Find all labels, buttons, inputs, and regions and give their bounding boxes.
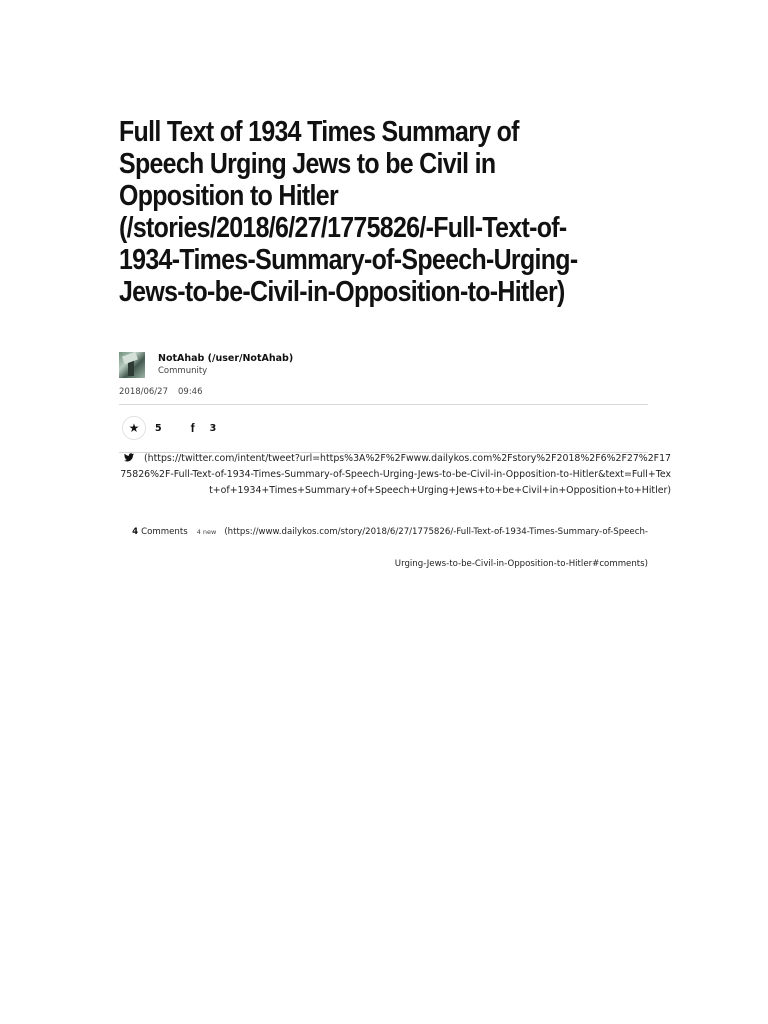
recommend-count: 5 <box>155 422 162 434</box>
timestamp <box>119 386 203 398</box>
new-comments-badge: 4 new <box>196 528 217 536</box>
tweet-share-link[interactable] <box>119 451 671 499</box>
author-type-label: Community <box>158 366 208 376</box>
author-block <box>119 352 293 378</box>
comments-label[interactable]: Comments <box>141 527 188 537</box>
article-title[interactable]: Full Text of 1934 Times Summary of Speech Urging Jews to be Civil in Opposition to Hitler (/stories/2018/6/27/1775826/-Full-Text-of-1934-Times-Summary-of-Speech-Urging-Jews-to-be-Civil-in-Opposition-to-Hitler) <box>119 116 578 308</box>
comments-url-part2[interactable]: Urging-Jews-to-be-Civil-in-Opposition-to-Hitler#comments) <box>394 559 648 569</box>
author-name-link[interactable]: NotAhab (/user/NotAhab) <box>158 353 294 364</box>
twitter-icon <box>124 453 134 462</box>
post-time: 09:46 <box>178 387 203 397</box>
comments-count: 4 <box>132 527 139 537</box>
recommend-button[interactable] <box>122 416 146 440</box>
avatar[interactable] <box>119 352 145 378</box>
comments-link[interactable] <box>119 524 648 572</box>
facebook-share-count: 3 <box>209 422 217 434</box>
tweet-link-text[interactable]: (https://twitter.com/intent/tweet?url=https%3A%2F%2Fwww.dailykos.com%2Fstory%2F2018%2F6%2F27%2F1775826%2F-Full-Text-of-1934-Times-Summary-of-Speech-Urging-Jews-to-be-Civil-in-Opposition-to-Hitler&text=Full+Text+of+1934+Times+Summary+of+Speech+Urging+Jews+to+be+Civil+in+Opposition+to+Hitler) <box>120 453 671 496</box>
divider-top <box>119 404 648 405</box>
post-date: 2018/06/27 <box>119 387 168 397</box>
star-icon: ★ <box>128 421 140 435</box>
comments-line <box>119 524 648 540</box>
share-actions <box>122 416 216 440</box>
author-meta <box>158 352 293 377</box>
facebook-icon[interactable]: f <box>190 421 195 435</box>
comments-url-part1[interactable]: (https://www.dailykos.com/story/2018/6/27/1775826/-Full-Text-of-1934-Times-Summary-of-Speech- <box>224 527 648 537</box>
